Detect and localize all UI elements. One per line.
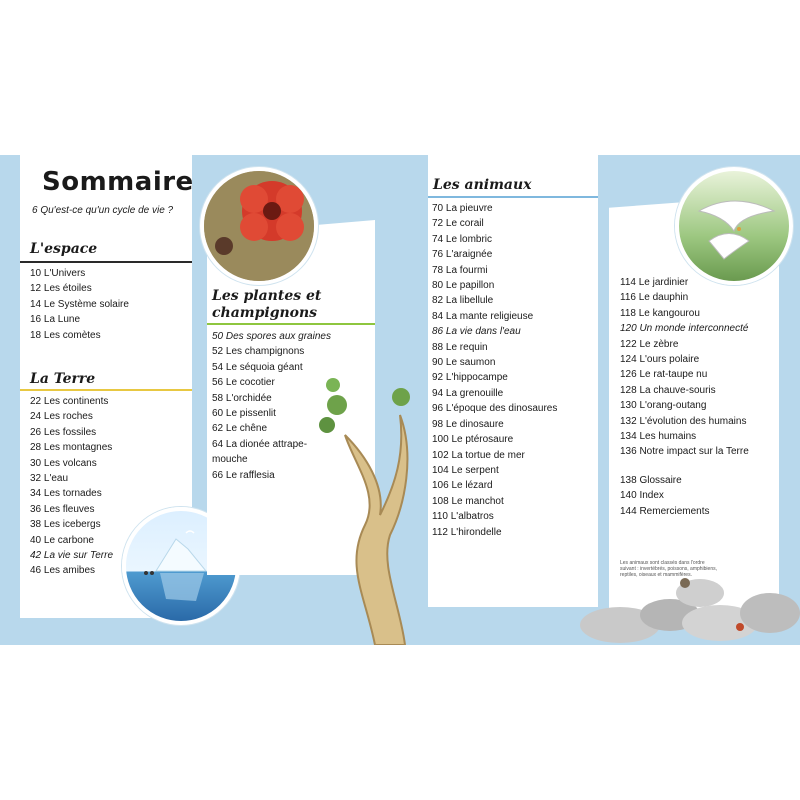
toc-entry[interactable]: 78 La fourmi — [432, 264, 488, 276]
rafflesia-illustration — [200, 167, 318, 285]
toc-entry[interactable]: 72 Le corail — [432, 218, 484, 230]
toc-entry[interactable]: 96 L'époque des dinosaures — [432, 403, 558, 415]
section-heading-plantes — [212, 288, 321, 322]
toc-entry[interactable]: 122 Le zèbre — [620, 338, 679, 350]
toc-entry[interactable]: 10 L'Univers — [30, 268, 86, 279]
section-heading-plantes-line2: champignons — [212, 305, 318, 321]
toc-intro-entry[interactable]: 6 Qu'est-ce qu'un cycle de vie ? — [32, 205, 174, 216]
toc-entry[interactable]: 104 Le serpent — [432, 464, 499, 476]
toc-entry[interactable]: 12 Les étoiles — [30, 283, 92, 295]
toc-entry[interactable]: 138 Glossaire — [620, 475, 682, 486]
section-underline-espace — [20, 261, 192, 263]
toc-entry[interactable]: 126 Le rat-taupe nu — [620, 369, 708, 381]
toc-entry[interactable]: 84 La mante religieuse — [432, 310, 534, 322]
toc-entry[interactable]: 108 Le manchot — [432, 495, 504, 507]
section-heading-plantes-line1: Les plantes et — [212, 288, 322, 304]
toc-entry[interactable]: 86 La vie dans l'eau — [432, 326, 521, 338]
toc-entry[interactable]: 38 Les icebergs — [30, 519, 101, 531]
toc-entry[interactable]: 120 Un monde interconnecté — [620, 323, 749, 335]
toc-entry[interactable]: 42 La vie sur Terre — [30, 550, 114, 562]
toc-entry[interactable]: 32 L'eau — [30, 473, 69, 485]
toc-entry[interactable]: 64 La dionée attrape-mouche — [212, 438, 308, 466]
toc-entry[interactable]: 22 Les continents — [30, 396, 109, 407]
animal-order-note: Les animaux sont classés dans l'ordre suivant : invertébrés, poissons, amphibiens, reptiles, oiseaux et mammifères. — [620, 560, 717, 578]
toc-entry[interactable]: 112 L'hirondelle — [432, 526, 502, 538]
toc-entry[interactable]: 110 L'albatros — [432, 511, 494, 523]
toc-entry[interactable]: 100 Le ptérosaure — [432, 434, 514, 446]
toc-list-terre — [30, 394, 113, 579]
toc-entry[interactable]: 128 La chauve-souris — [620, 384, 716, 396]
toc-entry[interactable]: 34 Les tornades — [30, 488, 102, 500]
section-heading-espace: L'espace — [30, 241, 98, 257]
toc-entry[interactable]: 124 L'ours polaire — [620, 354, 700, 366]
page-title: Sommaire — [42, 167, 194, 197]
toc-entry[interactable]: 144 Remerciements — [620, 505, 710, 517]
toc-entry[interactable]: 98 Le dinosaure — [432, 418, 504, 430]
section-underline-plantes — [207, 323, 375, 325]
section-heading-terre: La Terre — [30, 371, 96, 387]
toc-entry[interactable]: 82 La libellule — [432, 295, 494, 307]
toc-entry[interactable]: 52 Les champignons — [212, 346, 305, 358]
toc-entry[interactable]: 74 Le lombric — [432, 233, 493, 245]
toc-entry[interactable]: 60 Le pissenlit — [212, 408, 276, 420]
toc-list-annexes — [620, 473, 709, 519]
section-underline-terre — [20, 389, 192, 391]
section-underline-animaux — [428, 196, 598, 198]
toc-entry[interactable]: 14 Le Système solaire — [30, 298, 129, 310]
toc-entry[interactable]: 54 Le séquoia géant — [212, 361, 303, 373]
toc-list-animaux — [432, 201, 557, 540]
toc-list-animaux-suite — [620, 275, 749, 460]
toc-entry[interactable]: 66 Le rafflesia — [212, 469, 275, 481]
toc-entry[interactable]: 18 Les comètes — [30, 329, 101, 341]
toc-entry[interactable]: 92 L'hippocampe — [432, 372, 508, 384]
toc-entry[interactable]: 56 Le cocotier — [212, 377, 275, 389]
toc-entry[interactable]: 30 Les volcans — [30, 457, 97, 469]
toc-entry[interactable]: 70 La pieuvre — [432, 203, 493, 214]
toc-entry[interactable]: 76 L'araignée — [432, 249, 493, 261]
toc-entry[interactable]: 116 Le dauphin — [620, 292, 689, 304]
toc-entry[interactable]: 36 Les fleuves — [30, 503, 95, 515]
toc-entry[interactable]: 94 La grenouille — [432, 387, 504, 399]
toc-entry[interactable]: 88 Le requin — [432, 341, 488, 353]
toc-entry[interactable]: 62 Le chêne — [212, 423, 268, 435]
toc-entry[interactable]: 132 L'évolution des humains — [620, 415, 747, 427]
toc-entry[interactable]: 134 Les humains — [620, 431, 697, 443]
toc-entry[interactable]: 140 Index — [620, 490, 664, 502]
toc-entry[interactable]: 16 La Lune — [30, 314, 81, 326]
toc-list-espace — [30, 266, 129, 343]
albatross-bird-icon — [679, 171, 789, 281]
toc-entry[interactable]: 90 Le saumon — [432, 357, 496, 369]
toc-entry[interactable]: 50 Des spores aux graines — [212, 331, 331, 342]
toc-entry[interactable]: 114 Le jardinier — [620, 277, 689, 288]
toc-entry[interactable]: 130 L'orang-outang — [620, 400, 707, 412]
albatross-illustration — [675, 167, 793, 285]
toc-entry[interactable]: 46 Les amibes — [30, 565, 96, 577]
toc-entry[interactable]: 24 Les roches — [30, 411, 93, 423]
toc-entry[interactable]: 28 Les montagnes — [30, 442, 113, 454]
toc-entry[interactable]: 136 Notre impact sur la Terre — [620, 446, 749, 458]
toc-entry[interactable]: 26 Les fossiles — [30, 426, 97, 438]
toc-entry[interactable]: 40 Le carbone — [30, 534, 94, 546]
toc-entry[interactable]: 106 Le lézard — [432, 480, 493, 492]
section-heading-animaux: Les animaux — [433, 177, 532, 193]
toc-entry[interactable]: 58 L'orchidée — [212, 392, 272, 404]
toc-entry[interactable]: 118 Le kangourou — [620, 307, 700, 319]
toc-entry[interactable]: 80 Le papillon — [432, 280, 495, 292]
tree-trunk-illustration — [305, 375, 430, 645]
rafflesia-flower-icon — [204, 171, 314, 281]
toc-entry[interactable]: 102 La tortue de mer — [432, 449, 525, 461]
